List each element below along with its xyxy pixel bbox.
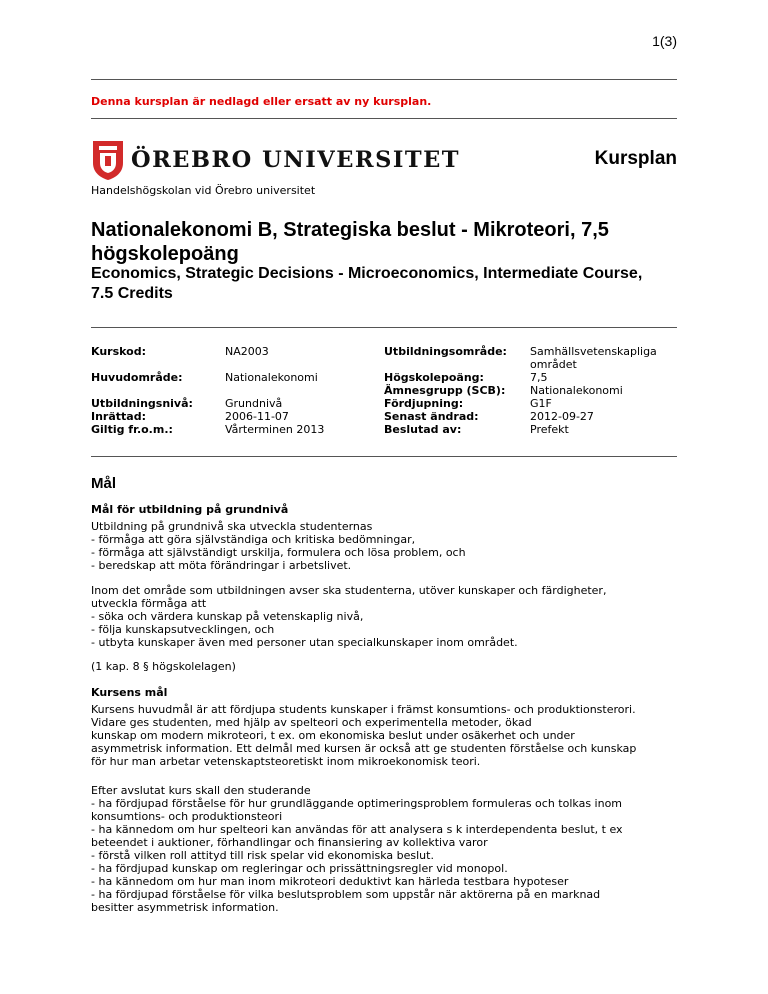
fact-value: Samhällsvetenskapliga xyxy=(530,345,657,358)
fact-value: 7,5 xyxy=(530,371,548,384)
subtitle-line: Economics, Strategic Decisions - Microeconomics, Intermediate Course, xyxy=(91,265,643,282)
text-line: besitter asymmetrisk information. xyxy=(91,901,279,914)
fact-label: Högskolepoäng: xyxy=(384,371,484,384)
fact-label: Huvudområde: xyxy=(91,371,183,384)
course-subtitle xyxy=(91,264,677,304)
page-number: 1(3) xyxy=(652,33,677,49)
law-reference: (1 kap. 8 § högskolelagen) xyxy=(91,660,236,673)
text-line: - beredskap att möta förändringar i arbetslivet. xyxy=(91,559,352,572)
text-line: - förstå vilken roll attityd till risk spelar vid ekonomiska beslut. xyxy=(91,849,434,862)
fact-label: Ämnesgrupp (SCB): xyxy=(384,384,506,397)
fact-label: Utbildningsnivå: xyxy=(91,397,193,410)
goals-paragraph xyxy=(91,584,681,649)
text-line: asymmetrisk information. Ett delmål med kursen är också att ge studenten förståelse och kunskap xyxy=(91,742,637,755)
divider xyxy=(91,456,677,457)
fact-value: Vårterminen 2013 xyxy=(225,423,325,436)
divider xyxy=(91,327,677,328)
text-line: Vidare ges studenten, med hjälp av spelteori och experimentella metoder, ökad xyxy=(91,716,532,729)
text-line: - utbyta kunskaper även med personer utan specialkunskaper inom området. xyxy=(91,636,518,649)
divider xyxy=(91,79,677,80)
fact-label: Kurskod: xyxy=(91,345,146,358)
text-line: - ha kännedom om hur spelteori kan användas för att analysera s k interdependenta beslut, t ex xyxy=(91,823,623,836)
fact-label: Senast ändrad: xyxy=(384,410,479,423)
text-line: konsumtions- och produktionsteori xyxy=(91,810,283,823)
fact-label: Beslutad av: xyxy=(384,423,462,436)
text-line: - ha fördjupad kunskap om regleringar och prissättningsregler vid monopol. xyxy=(91,862,508,875)
text-line: beteendet i auktioner, förhandlingar och finansiering av kollektiva varor xyxy=(91,836,488,849)
fact-value: NA2003 xyxy=(225,345,269,358)
goals-heading: Mål för utbildning på grundnivå xyxy=(91,503,289,516)
text-line: Kursens huvudmål är att fördjupa students kunskaper i främst konsumtions- och produktionsterori. xyxy=(91,703,636,716)
fact-value: G1F xyxy=(530,397,552,410)
fact-value: Grundnivå xyxy=(225,397,283,410)
fact-label: Inrättad: xyxy=(91,410,146,423)
fact-value: området xyxy=(530,358,577,371)
fact-label: Giltig fr.o.m.: xyxy=(91,423,173,436)
fact-value: 2006-11-07 xyxy=(225,410,289,423)
text-line: - ha fördjupad förståelse för vilka beslutsproblem som uppstår när aktörerna på en marknad xyxy=(91,888,601,901)
text-line: - följa kunskapsutvecklingen, och xyxy=(91,623,275,636)
goals-paragraph xyxy=(91,520,681,572)
title-line: högskolepoäng xyxy=(91,243,239,265)
fact-value: Nationalekonomi xyxy=(530,384,623,397)
text-line: kunskap om modern mikroteori, t ex. om ekonomiska beslut under osäkerhet och under xyxy=(91,729,575,742)
department: Handelshögskolan vid Örebro universitet xyxy=(91,184,316,197)
subtitle-line: 7.5 Credits xyxy=(91,285,173,302)
logo-text: ÖREBRO UNIVERSITET xyxy=(131,147,461,173)
section-title: Mål xyxy=(91,475,117,492)
university-logo xyxy=(91,139,460,181)
text-line: utveckla förmåga att xyxy=(91,597,207,610)
text-line: Efter avslutat kurs skall den studerande xyxy=(91,784,311,797)
text-line: - förmåga att göra självständiga och kritiska bedömningar, xyxy=(91,533,416,546)
divider xyxy=(91,118,677,119)
fact-value: Prefekt xyxy=(530,423,569,436)
course-title xyxy=(91,218,677,266)
shield-icon xyxy=(91,139,125,181)
text-line: för hur man arbetar vetenskaptsteoretiskt inom mikroekonomisk teori. xyxy=(91,755,481,768)
text-line: - ha fördjupad förståelse för hur grundläggande optimeringsproblem formuleras och tolkas inom xyxy=(91,797,623,810)
fact-value: 2012-09-27 xyxy=(530,410,594,423)
fact-label: Fördjupning: xyxy=(384,397,464,410)
discontinued-notice: Denna kursplan är nedlagd eller ersatt av ny kursplan. xyxy=(91,95,432,108)
course-goals-paragraph xyxy=(91,703,681,768)
text-line: - förmåga att självständigt urskilja, formulera och lösa problem, och xyxy=(91,546,466,559)
text-line: - söka och värdera kunskap på vetenskaplig nivå, xyxy=(91,610,364,623)
course-outcomes-paragraph xyxy=(91,784,681,914)
text-line: Inom det område som utbildningen avser ska studenterna, utöver kunskaper och färdigheter, xyxy=(91,584,607,597)
fact-value: Nationalekonomi xyxy=(225,371,318,384)
fact-label: Utbildningsområde: xyxy=(384,345,507,358)
text-line: Utbildning på grundnivå ska utveckla studenternas xyxy=(91,520,373,533)
course-goals-heading: Kursens mål xyxy=(91,686,168,699)
text-line: - ha kännedom om hur man inom mikroteori deduktivt kan härleda testbara hypoteser xyxy=(91,875,569,888)
title-line: Nationalekonomi B, Strategiska beslut - Mikroteori, 7,5 xyxy=(91,219,609,241)
document-type: Kursplan xyxy=(594,148,677,169)
